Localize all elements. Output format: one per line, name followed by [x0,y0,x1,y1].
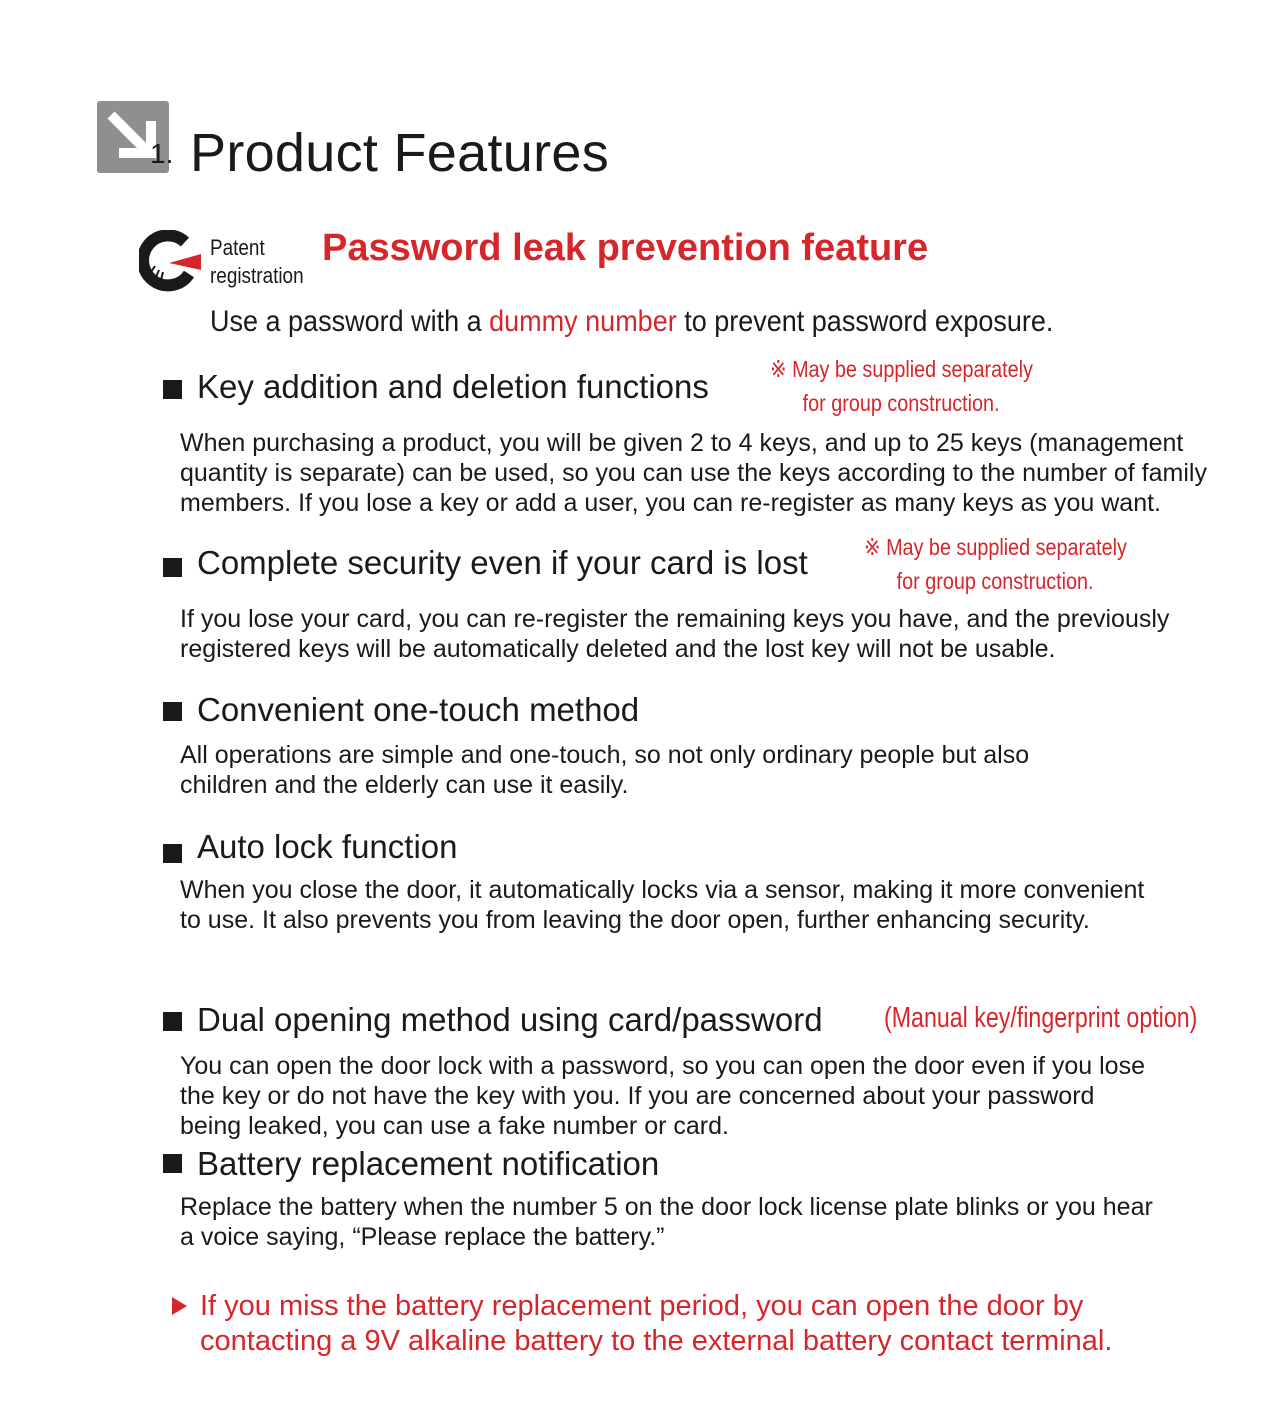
section-body: When you close the door, it automatically locks via a sensor, making it more convenient to use. It also prevents you from leaving the door open, further enhancing security. [180,876,1145,934]
bullet-square-icon [163,702,182,721]
patent-feature-title: Password leak prevention feature [322,227,929,269]
section-body: You can open the door lock with a password, so you can open the door even if you lose the key or do not have the key with you. If you are concerned about your password being leaked, you can use a fake number or card. [180,1052,1145,1140]
section-heading: Complete security even if your card is lost [197,544,808,581]
section-body: All operations are simple and one-touch, so not only ordinary people but also children and the elderly can use it easily. [180,741,1030,799]
patent-logo-icon [139,230,201,292]
bullet-square-icon [163,844,182,863]
section-heading: Auto lock function [197,828,458,865]
section-number: 1. [150,138,174,169]
section-body: When purchasing a product, you will be given 2 to 4 keys, and up to 25 keys (management quantity is separate) can be used, so you can use the keys according to the number of family members. If you lose a key or add a user, you can re-register as many keys as you want. [180,429,1207,517]
bullet-square-icon [163,1154,182,1173]
section-body: Replace the battery when the number 5 on the door lock license plate blinks or you hear a voice saying, “Please replace the battery.” [180,1193,1153,1251]
supply-note: ※ May be supplied separately for group construction. [770,356,1033,416]
section-heading: Key addition and deletion functions [197,368,709,405]
patent-label: Patent registration [210,235,304,288]
dummy-number-highlight: dummy number [489,305,677,338]
bullet-square-icon [163,380,182,399]
page-title: Product Features [190,123,610,183]
supply-note: ※ May be supplied separately for group construction. [864,534,1127,594]
option-note: (Manual key/fingerprint option) [884,1002,1198,1034]
section-heading: Battery replacement notification [197,1145,660,1182]
bullet-square-icon [163,1012,182,1031]
warning-triangle-icon [172,1297,187,1315]
section-heading: Convenient one-touch method [197,691,640,728]
section-body: If you lose your card, you can re-register the remaining keys you have, and the previously registered keys will be automatically deleted and the lost key will not be usable. [180,605,1170,663]
patent-feature-description: Use a password with a dummy number to prevent password exposure. [210,305,1054,338]
bullet-square-icon [163,558,182,577]
section-heading: Dual opening method using card/password [197,1001,823,1038]
battery-warning: If you miss the battery replacement period, you can open the door by contacting a 9V alkaline battery to the external battery contact terminal. [200,1290,1113,1357]
